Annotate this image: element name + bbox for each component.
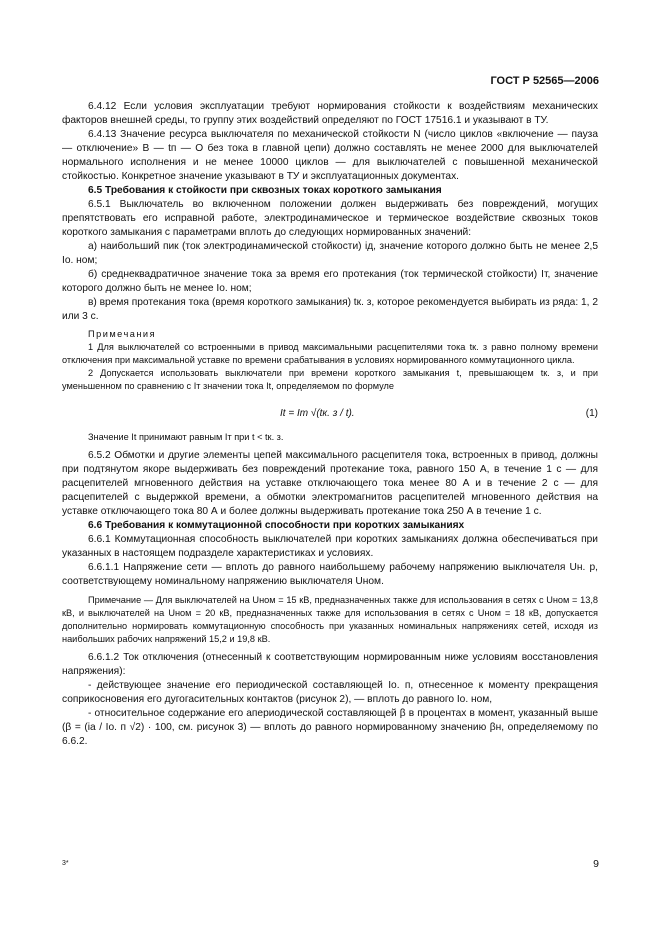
page-number: 9 bbox=[593, 858, 599, 870]
section-heading-6-6: 6.6 Требования к коммутационной способности при коротких замыканиях bbox=[88, 520, 465, 531]
paragraph-6-5-2: 6.5.2 Обмотки и другие элементы цепей максимального расцепителя тока, встроенных в привод, должны при подтянутом якоре выдерживать без повреждений протекание тока, равного 150 А, в течение 1 с — для расцепителей мгновенного действия на уставке отключающего тока менее 80 А и в течение 2 с — для расцепителей с выдержкой времени, а обмотки электромагнитов расцепителей мгновенного действия на уставке отключающего тока 80 А и более должны выдерживать протекание тока 250 А в течение 1 с. bbox=[62, 450, 598, 517]
paragraph-6-5-1: 6.5.1 Выключатель во включенном положении должен выдерживать без повреждений, могущих препятствовать его исправной работе, электродинамическое и термическое воздействие сквозных токов короткого замыкания с параметрами вплоть до следующих нормированных значений: bbox=[62, 199, 598, 238]
note-2: 2 Допускается использовать выключатели при времени короткого замыкания t, превышающем tк. з, и при уменьшенном по сравнению с Iт значении тока It, определяемом по формуле bbox=[62, 368, 598, 391]
note-voltage: Примечание — Для выключателей на Uном = 15 кВ, предназначенных также для использования в сетях с Uном = 13,8 кВ, и выключателей на Uном = 20 кВ, предназначенных также для использования в сетях с Uном = 18 кВ, допускается дополнительно нормировать коммутационную способность при указанных номинальных напряжениях сетей, исходя из наибольших рабочих напряжений 15,2 и 19,8 кВ. bbox=[62, 595, 598, 644]
note-1: 1 Для выключателей со встроенными в привод максимальными расцепителями тока tк. з равно полному времени отключения при максимальной уставке по времени срабатывания в условиях нормированного коммутационного цикла. bbox=[62, 342, 598, 365]
notes-heading: Примечания bbox=[88, 329, 157, 339]
paragraph-6-4-13: 6.4.13 Значение ресурса выключателя по механической стойкости N (число циклов «включение — пауза — отключение» B — tп — O без тока в главной цепи) должно составлять не менее 2000 для выключателей нормального исполнения и не менее 10000 циклов — для выключателей с повышенной механической стойкостью. Конкретное значение указывают в ТУ и эксплуатационных документах. bbox=[62, 129, 598, 182]
dash-item-aperiodic: - относительное содержание его апериодической составляющей β в процентах в момент, указанный выше (β = (iа / Iо. п √2) · 100, см. рисунок 3) — вплоть до равного нормированному значению βн, определяемому по 6.6.2. bbox=[62, 708, 598, 747]
list-item-v: в) время протекания тока (время короткого замыкания) tк. з, которое рекомендуется выбирать из ряда: 1, 2 или 3 с. bbox=[62, 297, 598, 322]
paragraph-6-4-12: 6.4.12 Если условия эксплуатации требуют нормирования стойкости к воздействиям механических факторов внешней среды, то группу этих воздействий определяют по ГОСТ 17516.1 и указывают в ТУ. bbox=[62, 101, 598, 126]
dash-item-periodic: - действующее значение его периодической составляющей Iо. п, отнесенное к моменту прекращения соприкосновения его дугогасительных контактов (рисунок 2), — вплоть до равного Iо. ном, bbox=[62, 680, 598, 705]
formula-number: (1) bbox=[585, 408, 598, 419]
paragraph-6-6-1-1: 6.6.1.1 Напряжение сети — вплоть до равного наибольшему рабочему напряжению выключателя Uн. р, соответствующему номинальному напряжению выключателя Uном. bbox=[62, 562, 598, 587]
document-body bbox=[62, 100, 598, 749]
standard-header: ГОСТ Р 52565—2006 bbox=[490, 75, 599, 87]
list-item-a: а) наибольший пик (ток электродинамической стойкости) iд, значение которого должно быть не менее 2,5 Iо. ном; bbox=[62, 241, 598, 266]
footer-mark: 3* bbox=[62, 860, 69, 867]
list-item-b: б) среднеквадратичное значение тока за время его протекания (ток термической стойкости) Iт, значение которого должно быть не менее Iо. ном; bbox=[62, 269, 598, 294]
formula-condition: Значение It принимают равным Iт при t < tк. з. bbox=[88, 432, 284, 442]
formula-1: It = Iт √(tк. з / t). bbox=[280, 408, 355, 419]
section-heading-6-5: 6.5 Требования к стойкости при сквозных токах короткого замыкания bbox=[88, 185, 442, 196]
formula-block bbox=[62, 397, 598, 431]
paragraph-6-6-1: 6.6.1 Коммутационная способность выключателей при коротких замыканиях должна обеспечиваться при указанных в настоящем подразделе характеристиках и условиях. bbox=[62, 534, 598, 559]
paragraph-6-6-1-2: 6.6.1.2 Ток отключения (отнесенный к соответствующим нормированным ниже условиям восстановления напряжения): bbox=[62, 652, 598, 677]
